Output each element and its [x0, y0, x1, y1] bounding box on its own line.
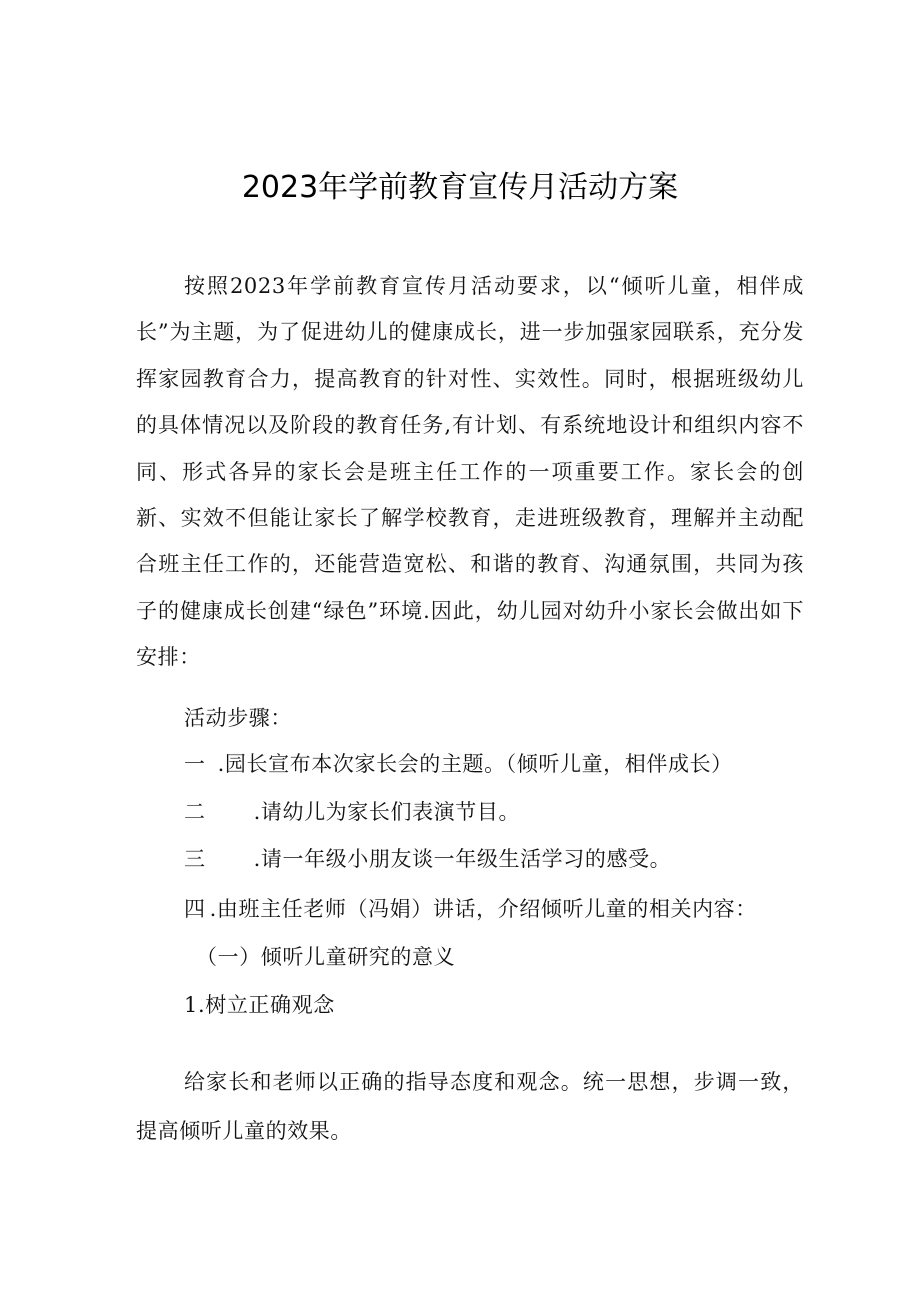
step-text: .园长宣布本次家长会的主题。（倾听儿童，相伴成长）	[217, 752, 733, 776]
step-text: .由班主任老师（冯娟）讲话，介绍倾听儿童的相关内容：	[209, 897, 757, 921]
intro-paragraph: 按照2023年学前教育宣传月活动要求，以“倾听儿童，相伴成长”为主题，为了促进幼儿的健康成长，进一步加强家园联系，充分发挥家园教育合力，提高教育的针对性、实效性。同时，根据班级幼儿的具体情况以及阶段的教育任务,有计划、有系统地设计和组织内容不同、形式各异的家长会是班主任工作的一项重要工作。家长会的创新、实效不但能让家长了解学校教育，走进班级教育，理解并主动配合班主任工作的，还能营造宽松、和谐的教育、沟通氛围，共同为孩子的健康成长创建“绿色”环境.因此，幼儿园对幼升小家长会做出如下安排：	[136, 274, 804, 670]
step-text: .请幼儿为家长们表演节目。	[253, 800, 521, 824]
step-item-4	[184, 894, 757, 924]
subsection-heading: （一）倾听儿童研究的意义	[196, 945, 456, 969]
subsection-item: 1.树立正确观念	[184, 993, 335, 1017]
step-number: 三	[184, 847, 206, 871]
step-number: 一	[184, 752, 206, 776]
closing-paragraph: 给家长和老师以正确的指导态度和观念。统一思想，步调一致，提高倾听儿童的效果。	[136, 1070, 804, 1143]
step-number: 二	[184, 800, 206, 824]
step-number: 四	[184, 897, 206, 921]
step-text: .请一年级小朋友谈一年级生活学习的感受。	[253, 847, 672, 871]
step-item-1	[184, 749, 733, 779]
step-item-2	[184, 797, 520, 827]
steps-heading: 活动步骤：	[184, 706, 292, 730]
document-title: 2023年学前教育宣传月活动方案	[241, 170, 679, 205]
step-item-3	[184, 844, 671, 874]
